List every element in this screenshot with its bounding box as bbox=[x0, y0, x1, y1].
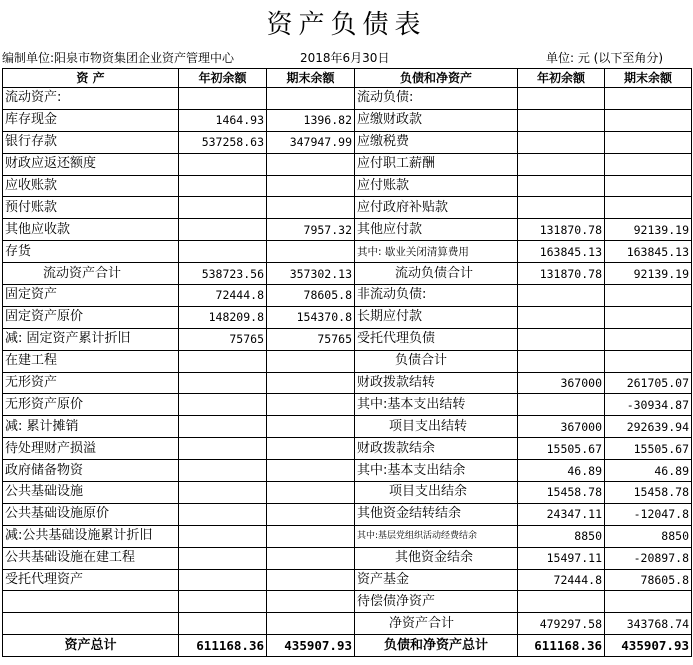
liability-item-cell: 其他资金结余 bbox=[355, 547, 518, 569]
asset-opening-cell bbox=[179, 591, 267, 613]
table-row bbox=[3, 219, 692, 241]
liability-opening-cell: 46.89 bbox=[518, 460, 605, 482]
asset-opening-cell bbox=[179, 613, 267, 635]
liability-closing-cell: 8850 bbox=[605, 525, 692, 547]
liability-closing-cell: 92139.19 bbox=[605, 263, 692, 285]
asset-closing-cell bbox=[267, 175, 355, 197]
liability-opening-cell bbox=[518, 306, 605, 328]
asset-closing-cell bbox=[267, 460, 355, 482]
asset-item-cell: 减:公共基础设施累计折旧 bbox=[3, 525, 179, 547]
liability-closing-cell: -12047.8 bbox=[605, 503, 692, 525]
asset-closing-cell bbox=[267, 591, 355, 613]
liability-opening-cell bbox=[518, 394, 605, 416]
asset-closing-cell bbox=[267, 394, 355, 416]
liability-item-cell: 其他资金结转结余 bbox=[355, 503, 518, 525]
liability-closing-cell bbox=[605, 285, 692, 307]
asset-item-cell: 流动资产合计 bbox=[3, 263, 179, 285]
table-header-row bbox=[3, 69, 692, 88]
liability-opening-cell: 15458.78 bbox=[518, 482, 605, 504]
asset-closing-cell: 357302.13 bbox=[267, 263, 355, 285]
liability-item-cell: 财政拨款结余 bbox=[355, 438, 518, 460]
liability-opening-cell bbox=[518, 197, 605, 219]
liability-closing-cell: 292639.94 bbox=[605, 416, 692, 438]
asset-closing-cell bbox=[267, 197, 355, 219]
table-row bbox=[3, 372, 692, 394]
liability-closing-cell: 46.89 bbox=[605, 460, 692, 482]
liability-opening-cell bbox=[518, 109, 605, 131]
liability-closing-cell bbox=[605, 109, 692, 131]
asset-item-cell: 减: 固定资产累计折旧 bbox=[3, 328, 179, 350]
asset-opening-cell bbox=[179, 525, 267, 547]
table-row bbox=[3, 525, 692, 547]
liability-closing-cell: -30934.87 bbox=[605, 394, 692, 416]
asset-item-cell: 固定资产原价 bbox=[3, 306, 179, 328]
table-row bbox=[3, 153, 692, 175]
liability-closing-cell: 343768.74 bbox=[605, 613, 692, 635]
liability-opening-cell bbox=[518, 591, 605, 613]
asset-opening-cell: 537258.63 bbox=[179, 131, 267, 153]
liability-item-cell: 其中:基层党组织活动经费结余 bbox=[355, 525, 518, 547]
liability-item-cell: 应付账款 bbox=[355, 175, 518, 197]
asset-opening-cell bbox=[179, 503, 267, 525]
table-row bbox=[3, 460, 692, 482]
liability-item-cell: 流动负债合计 bbox=[355, 263, 518, 285]
asset-opening-cell: 1464.93 bbox=[179, 109, 267, 131]
table-row bbox=[3, 263, 692, 285]
asset-item-cell: 待处理财产损溢 bbox=[3, 438, 179, 460]
asset-opening-cell bbox=[179, 350, 267, 372]
asset-item-cell: 减: 累计摊销 bbox=[3, 416, 179, 438]
asset-opening-cell bbox=[179, 88, 267, 110]
liability-closing-cell bbox=[605, 175, 692, 197]
table-row bbox=[3, 241, 692, 263]
asset-closing-cell bbox=[267, 613, 355, 635]
liability-item-cell: 负债和净资产总计 bbox=[355, 635, 518, 657]
liability-item-cell: 其中: 歇业关闭清算费用 bbox=[355, 241, 518, 263]
asset-closing-cell bbox=[267, 482, 355, 504]
asset-item-cell: 应收账款 bbox=[3, 175, 179, 197]
asset-closing-cell bbox=[267, 350, 355, 372]
asset-item-cell: 预付账款 bbox=[3, 197, 179, 219]
liability-opening-cell: 163845.13 bbox=[518, 241, 605, 263]
asset-opening-cell: 611168.36 bbox=[179, 635, 267, 657]
liability-closing-cell bbox=[605, 131, 692, 153]
liability-closing-cell bbox=[605, 306, 692, 328]
asset-item-cell: 无形资产原价 bbox=[3, 394, 179, 416]
asset-opening-cell bbox=[179, 175, 267, 197]
liability-closing-cell: 163845.13 bbox=[605, 241, 692, 263]
asset-item-cell: 财政应返还额度 bbox=[3, 153, 179, 175]
asset-item-cell: 公共基础设施 bbox=[3, 482, 179, 504]
liability-item-cell: 应付政府补贴款 bbox=[355, 197, 518, 219]
liability-item-cell: 负债合计 bbox=[355, 350, 518, 372]
table-row bbox=[3, 88, 692, 110]
table-row bbox=[3, 328, 692, 350]
liability-opening-cell bbox=[518, 285, 605, 307]
asset-item-cell: 固定资产 bbox=[3, 285, 179, 307]
table-row bbox=[3, 482, 692, 504]
liability-opening-cell bbox=[518, 88, 605, 110]
asset-closing-cell bbox=[267, 569, 355, 591]
liability-closing-cell: 261705.07 bbox=[605, 372, 692, 394]
table-row bbox=[3, 569, 692, 591]
asset-closing-cell: 7957.32 bbox=[267, 219, 355, 241]
table-row bbox=[3, 394, 692, 416]
asset-item-cell: 资产总计 bbox=[3, 635, 179, 657]
liability-item-cell: 应缴财政款 bbox=[355, 109, 518, 131]
liability-opening-cell: 131870.78 bbox=[518, 263, 605, 285]
asset-closing-cell bbox=[267, 416, 355, 438]
asset-item-cell: 公共基础设施在建工程 bbox=[3, 547, 179, 569]
table-row bbox=[3, 109, 692, 131]
liability-opening-cell bbox=[518, 350, 605, 372]
liability-opening-cell: 15505.67 bbox=[518, 438, 605, 460]
asset-closing-cell: 75765 bbox=[267, 328, 355, 350]
asset-opening-cell bbox=[179, 460, 267, 482]
liability-closing-cell bbox=[605, 197, 692, 219]
asset-closing-cell bbox=[267, 241, 355, 263]
asset-opening-cell bbox=[179, 153, 267, 175]
asset-opening-cell bbox=[179, 372, 267, 394]
asset-item-cell: 存货 bbox=[3, 241, 179, 263]
report-title: 资产负债表 bbox=[266, 10, 427, 40]
asset-item-cell bbox=[3, 613, 179, 635]
liability-item-cell: 受托代理负债 bbox=[355, 328, 518, 350]
header-liab-opening: 年初余额 bbox=[518, 69, 605, 88]
asset-item-cell: 流动资产: bbox=[3, 88, 179, 110]
asset-item-cell: 库存现金 bbox=[3, 109, 179, 131]
asset-closing-cell: 435907.93 bbox=[267, 635, 355, 657]
table-row bbox=[3, 591, 692, 613]
asset-closing-cell: 347947.99 bbox=[267, 131, 355, 153]
liability-item-cell: 长期应付款 bbox=[355, 306, 518, 328]
table-row bbox=[3, 438, 692, 460]
asset-opening-cell: 75765 bbox=[179, 328, 267, 350]
asset-item-cell: 公共基础设施原价 bbox=[3, 503, 179, 525]
liability-opening-cell bbox=[518, 175, 605, 197]
asset-closing-cell: 78605.8 bbox=[267, 285, 355, 307]
asset-closing-cell bbox=[267, 153, 355, 175]
asset-opening-cell bbox=[179, 569, 267, 591]
header-assets: 资 产 bbox=[3, 69, 179, 88]
asset-item-cell: 其他应收款 bbox=[3, 219, 179, 241]
asset-closing-cell: 1396.82 bbox=[267, 109, 355, 131]
liability-item-cell: 其中:基本支出结转 bbox=[355, 394, 518, 416]
asset-opening-cell: 72444.8 bbox=[179, 285, 267, 307]
table-row bbox=[3, 416, 692, 438]
asset-opening-cell bbox=[179, 197, 267, 219]
liability-opening-cell: 15497.11 bbox=[518, 547, 605, 569]
asset-opening-cell bbox=[179, 482, 267, 504]
asset-opening-cell bbox=[179, 416, 267, 438]
asset-opening-cell bbox=[179, 547, 267, 569]
liability-item-cell: 项目支出结余 bbox=[355, 482, 518, 504]
asset-closing-cell bbox=[267, 372, 355, 394]
table-row bbox=[3, 285, 692, 307]
liability-closing-cell bbox=[605, 591, 692, 613]
liability-opening-cell: 72444.8 bbox=[518, 569, 605, 591]
liability-opening-cell: 24347.11 bbox=[518, 503, 605, 525]
liability-item-cell: 其中:基本支出结余 bbox=[355, 460, 518, 482]
asset-closing-cell bbox=[267, 503, 355, 525]
liability-opening-cell: 8850 bbox=[518, 525, 605, 547]
asset-opening-cell bbox=[179, 438, 267, 460]
table-row bbox=[3, 175, 692, 197]
liability-item-cell: 应缴税费 bbox=[355, 131, 518, 153]
unit-org: 编制单位:阳泉市物资集团企业资产管理中心 bbox=[2, 51, 235, 65]
asset-item-cell: 无形资产 bbox=[3, 372, 179, 394]
liability-closing-cell: 435907.93 bbox=[605, 635, 692, 657]
asset-closing-cell bbox=[267, 88, 355, 110]
liability-item-cell: 其他应付款 bbox=[355, 219, 518, 241]
liability-closing-cell bbox=[605, 328, 692, 350]
liability-item-cell: 应付职工薪酬 bbox=[355, 153, 518, 175]
header-liabilities: 负债和净资产 bbox=[355, 69, 518, 88]
liability-closing-cell bbox=[605, 88, 692, 110]
balance-sheet-table bbox=[2, 68, 692, 657]
header-assets-opening: 年初余额 bbox=[179, 69, 267, 88]
liability-opening-cell bbox=[518, 131, 605, 153]
liability-item-cell: 净资产合计 bbox=[355, 613, 518, 635]
asset-item-cell: 银行存款 bbox=[3, 131, 179, 153]
liability-item-cell: 非流动负债: bbox=[355, 285, 518, 307]
currency-unit: 单位: 元 (以下至角分) bbox=[546, 51, 664, 65]
header-assets-closing: 期末余额 bbox=[267, 69, 355, 88]
liability-item-cell: 财政拨款结转 bbox=[355, 372, 518, 394]
liability-opening-cell: 367000 bbox=[518, 416, 605, 438]
liability-closing-cell bbox=[605, 350, 692, 372]
asset-closing-cell bbox=[267, 547, 355, 569]
liability-closing-cell: 15505.67 bbox=[605, 438, 692, 460]
liability-opening-cell: 611168.36 bbox=[518, 635, 605, 657]
table-row bbox=[3, 613, 692, 635]
asset-opening-cell: 148209.8 bbox=[179, 306, 267, 328]
asset-item-cell: 在建工程 bbox=[3, 350, 179, 372]
asset-closing-cell bbox=[267, 438, 355, 460]
asset-closing-cell bbox=[267, 525, 355, 547]
liability-opening-cell bbox=[518, 153, 605, 175]
liability-item-cell: 待偿债净资产 bbox=[355, 591, 518, 613]
liability-closing-cell: 92139.19 bbox=[605, 219, 692, 241]
asset-item-cell bbox=[3, 591, 179, 613]
asset-item-cell: 政府储备物资 bbox=[3, 460, 179, 482]
liability-item-cell: 流动负债: bbox=[355, 88, 518, 110]
table-row bbox=[3, 503, 692, 525]
liability-closing-cell: -20897.8 bbox=[605, 547, 692, 569]
table-row bbox=[3, 547, 692, 569]
liability-opening-cell: 131870.78 bbox=[518, 219, 605, 241]
asset-opening-cell bbox=[179, 394, 267, 416]
liability-closing-cell: 15458.78 bbox=[605, 482, 692, 504]
liability-opening-cell: 479297.58 bbox=[518, 613, 605, 635]
liability-closing-cell: 78605.8 bbox=[605, 569, 692, 591]
header-liab-closing: 期末余额 bbox=[605, 69, 692, 88]
table-row bbox=[3, 197, 692, 219]
table-row bbox=[3, 350, 692, 372]
liability-opening-cell bbox=[518, 328, 605, 350]
asset-opening-cell: 538723.56 bbox=[179, 263, 267, 285]
asset-closing-cell: 154370.8 bbox=[267, 306, 355, 328]
asset-opening-cell bbox=[179, 241, 267, 263]
liability-item-cell: 资产基金 bbox=[355, 569, 518, 591]
liability-opening-cell: 367000 bbox=[518, 372, 605, 394]
report-date: 2018年6月30日 bbox=[300, 51, 390, 65]
liability-item-cell: 项目支出结转 bbox=[355, 416, 518, 438]
table-row bbox=[3, 131, 692, 153]
asset-item-cell: 受托代理资产 bbox=[3, 569, 179, 591]
total-row bbox=[3, 635, 692, 657]
asset-opening-cell bbox=[179, 219, 267, 241]
liability-closing-cell bbox=[605, 153, 692, 175]
table-row bbox=[3, 306, 692, 328]
